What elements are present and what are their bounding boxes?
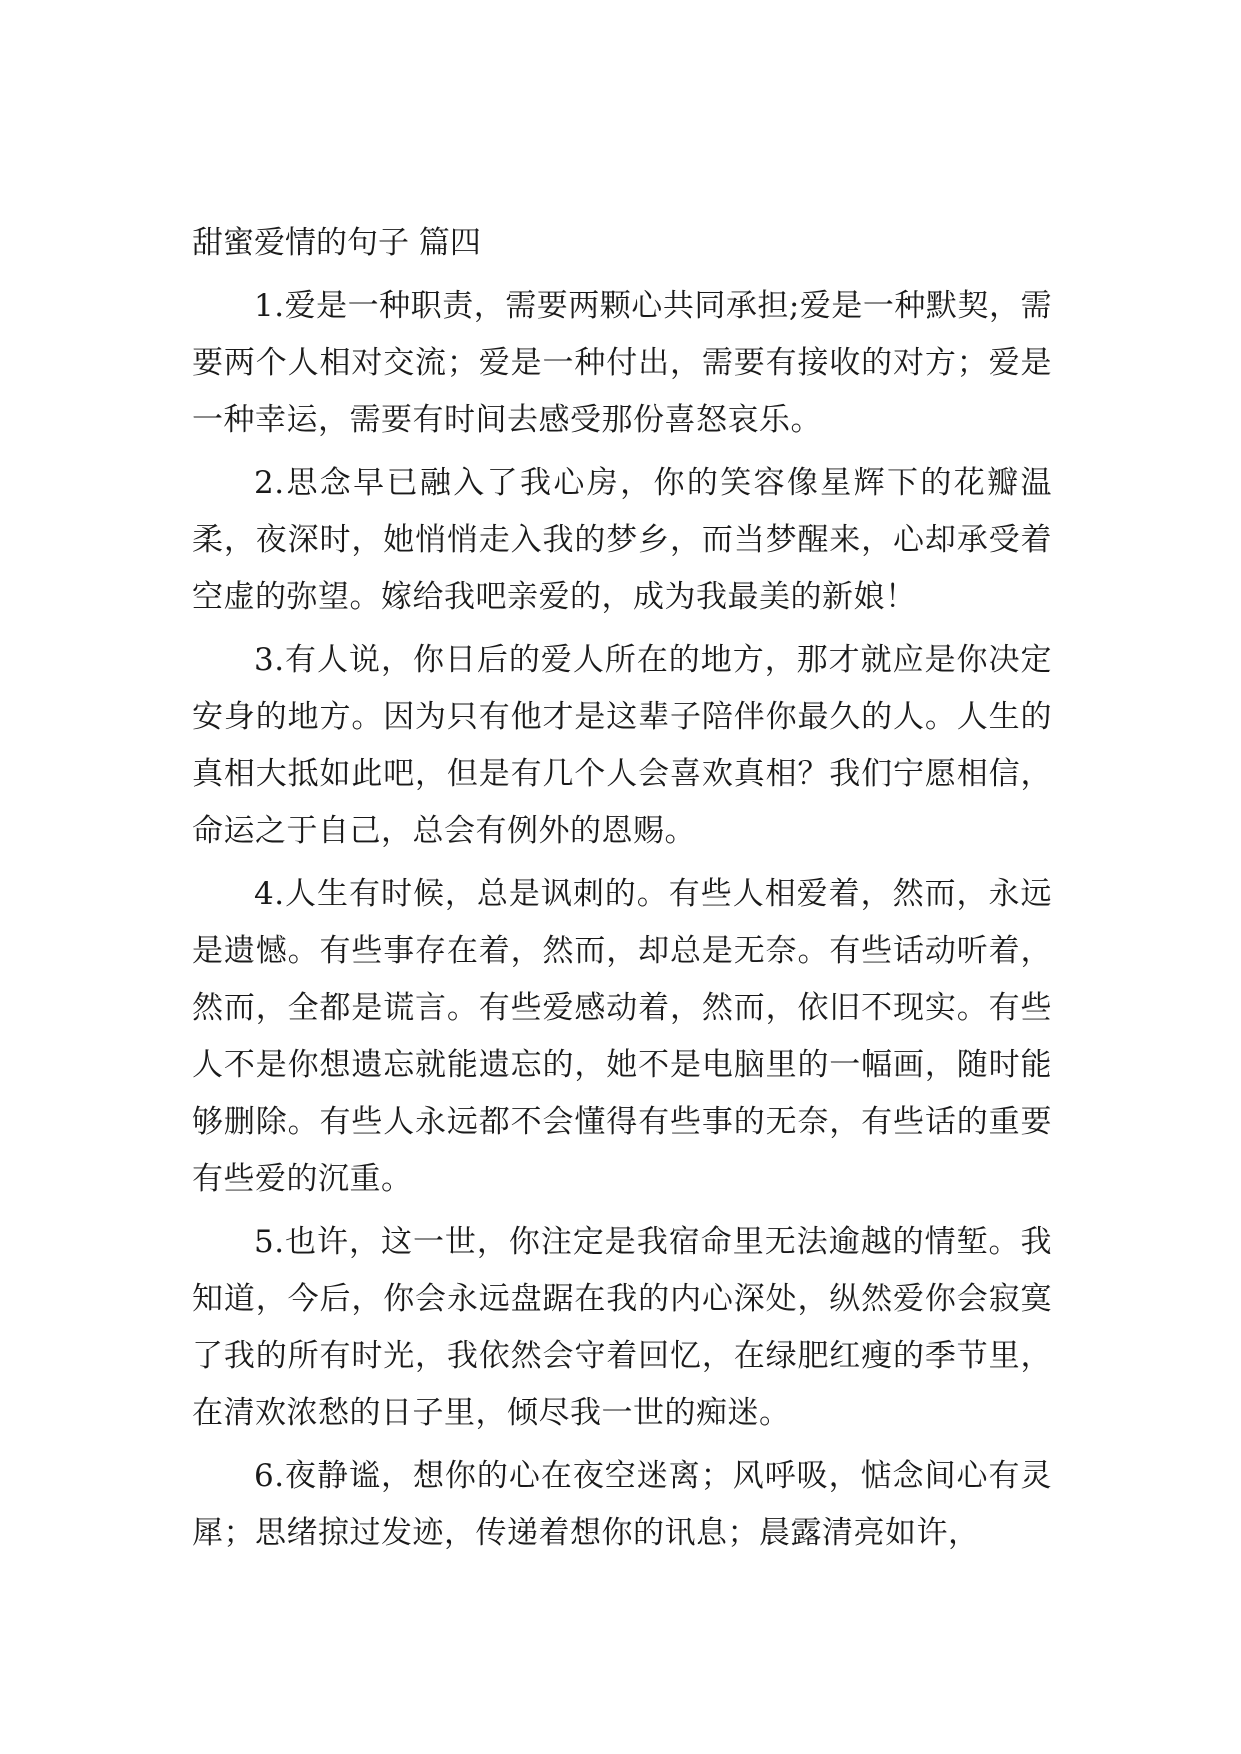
paragraph-6: 6.夜静谧，想你的心在夜空迷离；风呼吸，惦念间心有灵犀；思绪掠过发迹，传递着想你的讯息；晨露清亮如许， [192,1458,1052,1551]
paragraph-2: 2.思念早已融入了我心房，你的笑容像星辉下的花瓣温柔，夜深时，她悄悄走入我的梦乡，而当梦醒来，心却承受着空虚的弥望。嫁给我吧亲爱的，成为我最美的新娘！ [192,465,1052,615]
paragraph-5: 5.也许，这一世，你注定是我宿命里无法逾越的情堑。我知道，今后，你会永远盘踞在我的内心深处，纵然爱你会寂寞了我的所有时光，我依然会守着回忆，在绿肥红瘦的季节里，在清欢浓愁的日子里，倾尽我一世的痴迷。 [192,1224,1052,1431]
paragraph-1: 1.爱是一种职责，需要两颗心共同承担;爱是一种默契，需要两个人相对交流；爱是一种付出，需要有接收的对方；爱是一种幸运，需要有时间去感受那份喜怒哀乐。 [192,288,1052,438]
paragraph-4: 4.人生有时候，总是讽刺的。有些人相爱着，然而，永远是遗憾。有些事存在着，然而，却总是无奈。有些话动听着，然而，全都是谎言。有些爱感动着，然而，依旧不现实。有些人不是你想遗忘就能遗忘的，她不是电脑里的一幅画，随时能够删除。有些人永远都不会懂得有些事的无奈，有些话的重要有些爱的沉重。 [192,876,1052,1197]
document-body [192,215,1052,1568]
document-title: 甜蜜爱情的句子 篇四 [192,225,481,261]
paragraph-3: 3.有人说，你日后的爱人所在的地方，那才就应是你决定安身的地方。因为只有他才是这辈子陪伴你最久的人。人生的真相大抵如此吧，但是有几个人会喜欢真相？我们宁愿相信，命运之于自己，总会有例外的恩赐。 [192,642,1052,849]
